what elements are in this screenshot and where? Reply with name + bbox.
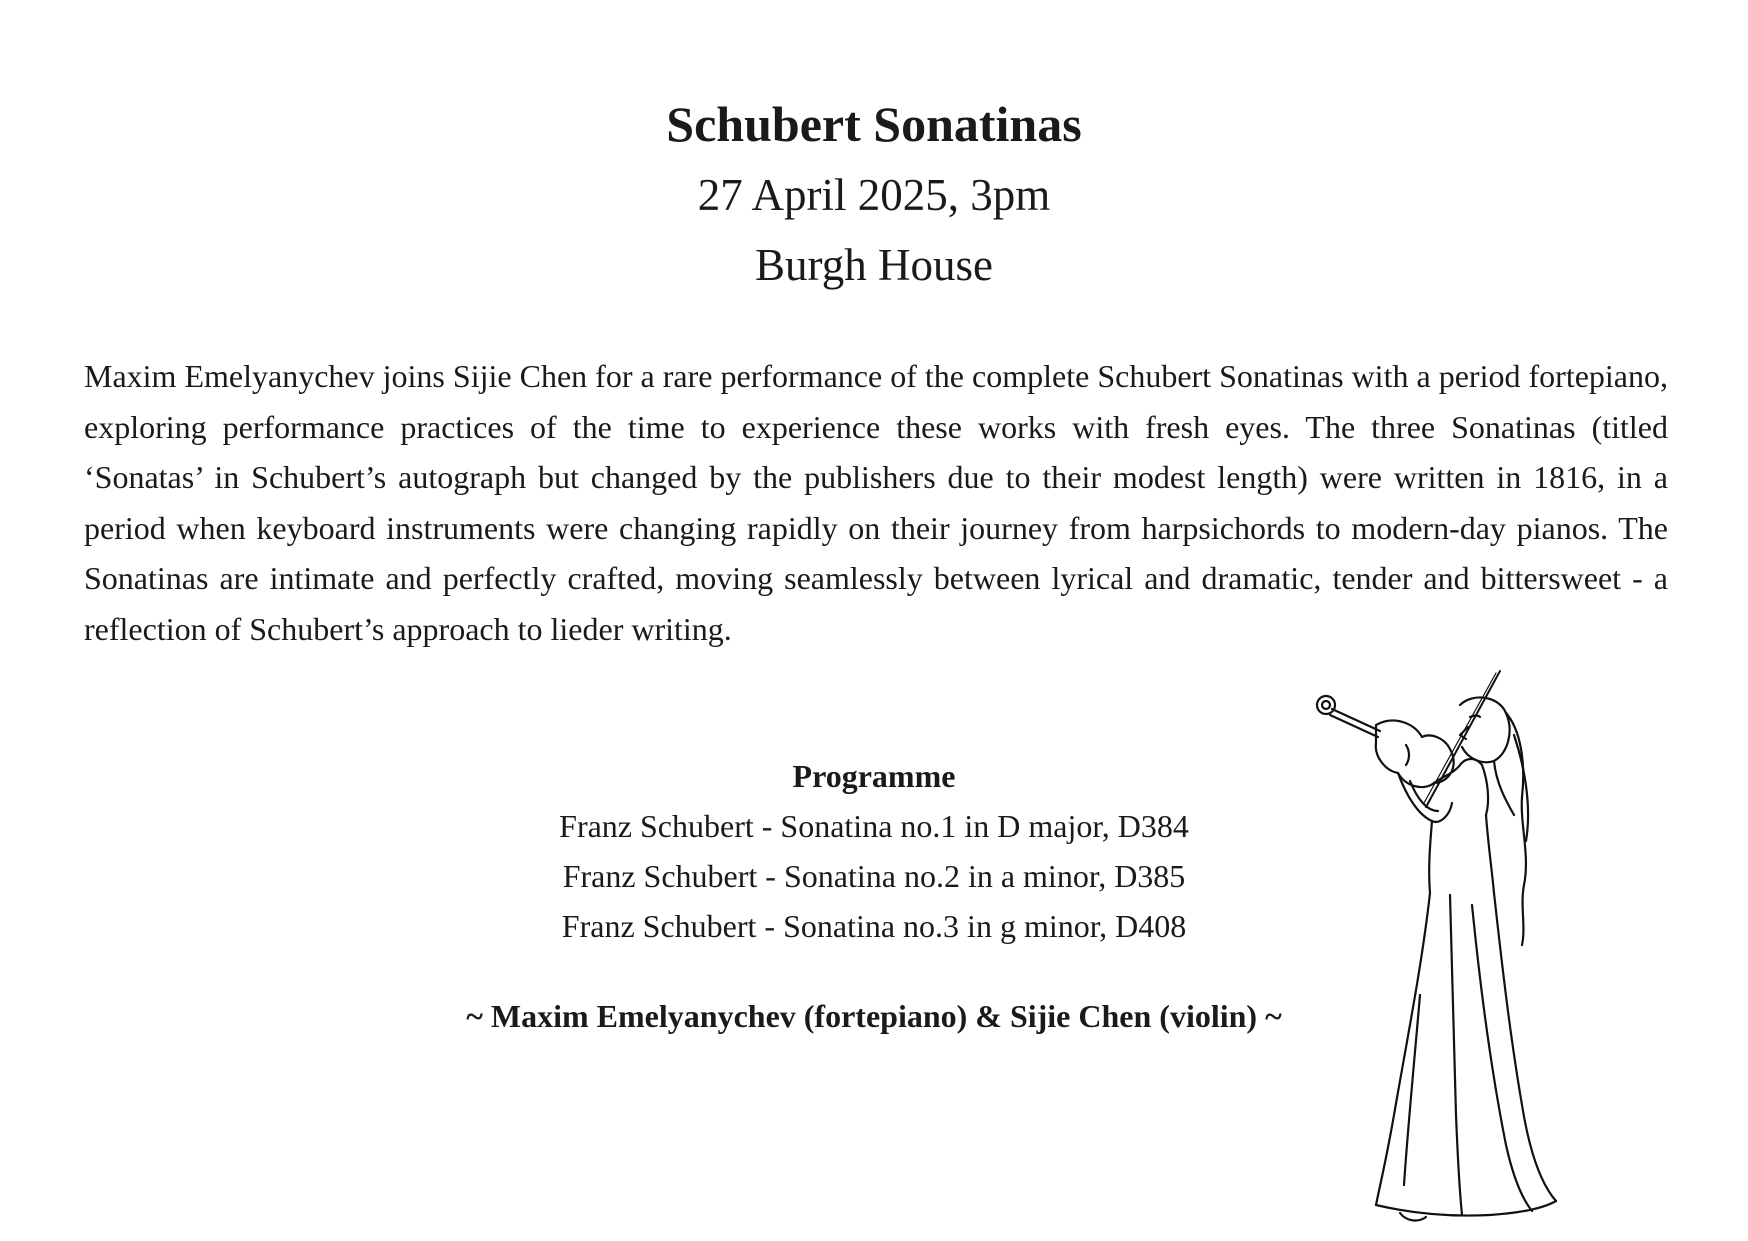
programme-section (366, 751, 1382, 1041)
programme-item-2: Franz Schubert - Sonatina no.2 in a minor, D385 (562, 858, 1186, 894)
programme-item-1: Franz Schubert - Sonatina no.1 in D major, D384 (559, 808, 1189, 844)
event-date-time: 27 April 2025, 3pm (697, 170, 1051, 220)
programme-item-3: Franz Schubert - Sonatina no.3 in g minor, D408 (561, 908, 1187, 944)
event-title: Schubert Sonatinas (666, 96, 1082, 152)
violinist-illustration (1310, 665, 1580, 1225)
programme-heading: Programme (792, 758, 956, 794)
event-venue: Burgh House (755, 240, 993, 290)
event-header (0, 88, 1748, 300)
event-description: Maxim Emelyanychev joins Sijie Chen for a rare performance of the complete Schubert Sonatinas with a period fortepiano, exploring performance practices of the time to experience these works with fresh eyes. The three Sonatinas (titled ‘Sonatas’ in Schubert’s autograph but changed by the publishers due to their modest length) were written in 1816, in a period when keyboard instruments were changing rapidly on their journey from harpsichords to modern-day pianos. The Sonatinas are intimate and perfectly crafted, moving seamlessly between lyrical and dramatic, tender and bittersweet - a reflection of Schubert’s approach to lieder writing. (84, 358, 1668, 647)
performers-line: ~ Maxim Emelyanychev (fortepiano) & Sijie Chen (violin) ~ (466, 998, 1282, 1034)
